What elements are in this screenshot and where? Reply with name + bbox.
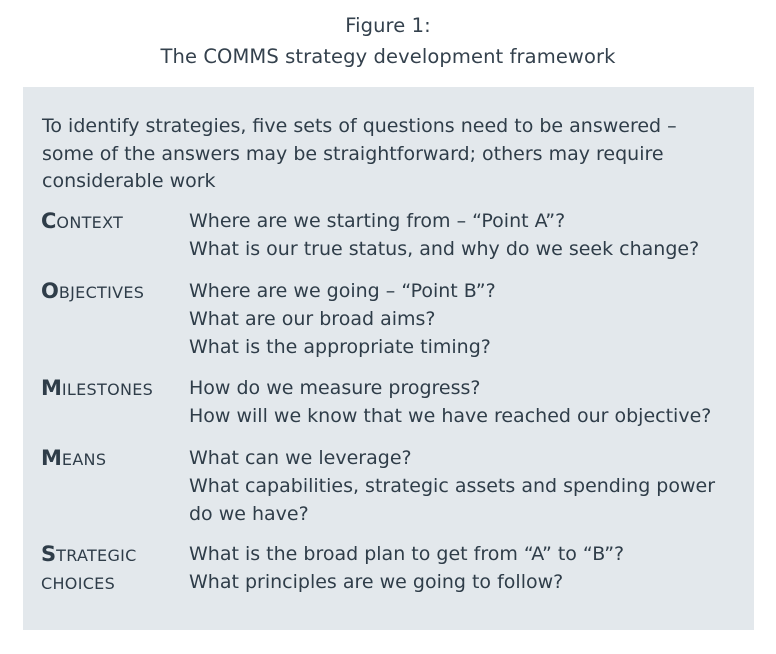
question: do we have? <box>189 503 309 525</box>
row-label-line: MEANS <box>41 446 107 470</box>
question: What is the appropriate timing? <box>189 336 491 358</box>
question: Where are we starting from – “Point A”? <box>189 210 566 232</box>
intro-line: some of the answers may be straightforward; others may require <box>42 142 664 165</box>
intro-text <box>42 113 742 196</box>
row-label-line: CHOICES <box>41 574 116 593</box>
row-label-objectives <box>41 277 191 307</box>
question: What is our true status, and why do we seek change? <box>189 238 700 260</box>
row-label-line: OBJECTIVES <box>41 279 145 303</box>
intro-line: considerable work <box>42 170 216 192</box>
row-label-milestones <box>41 374 191 404</box>
row-questions-context <box>189 207 749 263</box>
figure-number: Figure 1: <box>345 14 431 37</box>
row-questions-means <box>189 444 749 528</box>
question: Where are we going – “Point B”? <box>189 280 496 302</box>
question: How do we measure progress? <box>189 377 481 399</box>
row-questions-milestones <box>189 374 749 430</box>
framework-panel <box>23 87 754 630</box>
row-label-line: STRATEGIC <box>41 542 137 566</box>
figure-title: The COMMS strategy development framework <box>160 45 616 68</box>
row-label-context <box>41 207 191 237</box>
row-label-strategic-choices <box>41 540 191 598</box>
question: What are our broad aims? <box>189 308 436 330</box>
row-label-line: CONTEXT <box>41 209 124 233</box>
row-questions-strategic-choices <box>189 540 749 596</box>
intro-line: To identify strategies, five sets of questions need to be answered – <box>42 115 677 137</box>
row-label-means <box>41 444 191 474</box>
question: What principles are we going to follow? <box>189 571 564 593</box>
question: What capabilities, strategic assets and spending power <box>189 475 716 497</box>
question: What can we leverage? <box>189 447 412 469</box>
question: What is the broad plan to get from “A” to “B”? <box>189 543 625 565</box>
row-label-line: MILESTONES <box>41 376 154 400</box>
row-questions-objectives <box>189 277 749 361</box>
question: How will we know that we have reached our objective? <box>189 405 712 427</box>
